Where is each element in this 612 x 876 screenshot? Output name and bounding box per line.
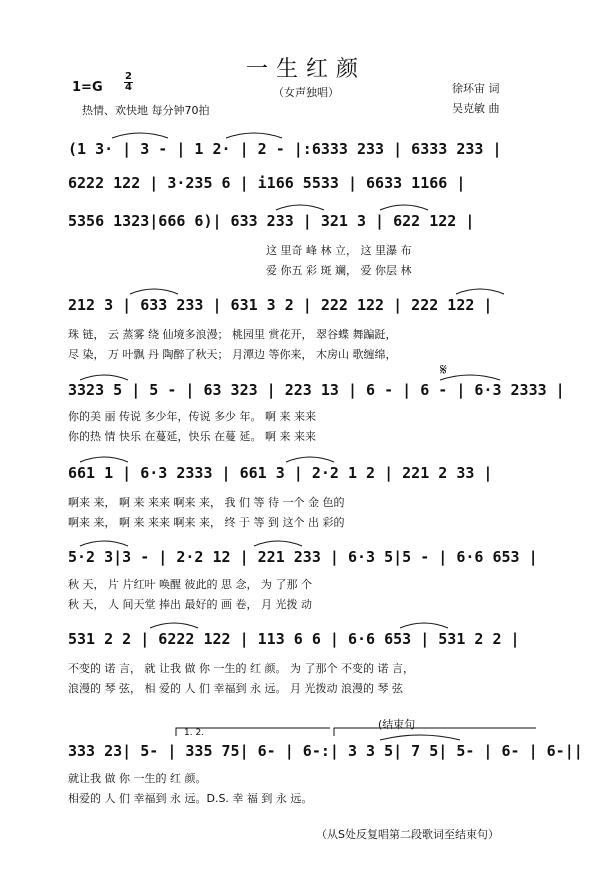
song-title: 一生红颜 — [245, 57, 366, 82]
notation-line-6: 661 1 | 6·3 2333 | 661 3 | 2·2 1 2 | 221 2 33 | — [68, 464, 493, 482]
ending-bracket — [334, 728, 536, 736]
slur — [456, 289, 504, 294]
ending-section-label: (结束句 — [378, 718, 416, 731]
notation-line-5: 3323 5 | 5 - | 63 323 | 223 13 | 6 - | 6 - | 6·3 2333 | — [68, 381, 565, 399]
lyric-line-3a: 这 里奇 峰 林 立， 这 里瀑 布 — [266, 244, 412, 257]
lyric-line-9a: 就让我 做 你 一生的 红 颜。 — [68, 772, 207, 785]
composer-credit: 吴克敏 曲 — [452, 102, 500, 115]
volta-bracket — [176, 728, 330, 736]
slur — [150, 623, 198, 628]
slur — [226, 133, 282, 138]
lyric-line-4b: 尽 染， 万 叶飘 丹 陶醉了秋天； 月潭边 等你来， 木房山 歌缠绵， — [68, 348, 397, 361]
notation-line-8: 531 2 2 | 6222 122 | 113 6 6 | 6·6 653 | 531 2 2 | — [68, 630, 520, 648]
slur — [80, 541, 128, 546]
lyric-line-5b: 你的热 情 快乐 在蔓延，快乐 在蔓 延。 啊 来 来来 — [68, 430, 316, 443]
lyric-line-7b: 秋 天， 人 间天堂 捧出 最好的 画 卷， 月 光拨 动 — [68, 598, 312, 611]
meter-bottom: 4 — [125, 82, 132, 93]
lyric-line-6b: 啊来 来， 啊 来 来来 啊来 来， 终 于 等 到 这个 出 彩的 — [68, 516, 345, 529]
notation-line-3: 5356 1323|666 6)| 633 233 | 321 3 | 622 122 | — [68, 212, 475, 230]
notation-line-7: 5·2 3|3 - | 2·2 12 | 221 233 | 6·3 5|5 - | 6·6 653 | — [68, 548, 538, 566]
song-subtitle: （女声独唱） — [273, 86, 339, 99]
key-signature: 1=G — [72, 80, 103, 95]
lyric-line-5a: 你的美 丽 传说 多少年，传说 多少 年。 啊 来 来来 — [68, 410, 316, 423]
lyricist-credit: 徐环宙 词 — [452, 82, 500, 95]
lyric-line-9b: 相爱的 人 们 幸福到 永 远。D.S. 幸 福 到 永 远。 — [68, 792, 313, 805]
tempo-marking: 热情、欢快地 每分钟70拍 — [82, 104, 210, 117]
lyric-line-8b: 浪漫的 琴 弦， 相 爱的 人 们 幸福到 永 远。 月 光拨动 浪漫的 琴 弦 — [68, 682, 403, 695]
slur — [286, 457, 334, 462]
lyric-line-7a: 秋 天， 片 片红叶 唤醒 彼此的 思 念， 为 了那 个 — [68, 578, 312, 591]
slur — [112, 133, 168, 138]
lyric-line-4a: 珠 链， 云 蒸雾 绕 仙境多浪漫； 桃园里 赏花开， 翠谷蝶 舞蹁跹， — [68, 328, 397, 341]
lyric-line-3b: 爱 你五 彩 斑 斓， 爱 你层 林 — [266, 264, 412, 277]
slur — [80, 457, 128, 462]
notation-line-9: 333 23| 5- | 335 75| 6- | 6-:| 3 3 5| 7 5| 5- | 6- | 6-|| — [68, 742, 583, 760]
slur — [276, 205, 324, 210]
repeat-instruction-footnote: （从S处反复唱第二段歌词至结束句） — [316, 828, 499, 841]
slur — [80, 375, 128, 380]
slur — [380, 735, 460, 740]
slur — [380, 205, 428, 210]
meter-top: 2 — [125, 71, 132, 82]
segno-sign: 𝄋 — [440, 360, 447, 379]
notation-line-1: (1 3· | 3 - | 1 2· | 2 - |:6333 233 | 6333 233 | — [68, 140, 502, 158]
notation-line-4: 212 3 | 633 233 | 631 3 2 | 222 122 | 222 122 | — [68, 296, 493, 314]
notation-line-2: 6222 122 | 3·235 6 | i166 5533 | 6633 1166 | — [68, 174, 466, 192]
volta-bracket-label: 1. 2. — [184, 728, 205, 738]
slur — [254, 541, 302, 546]
slur — [400, 623, 448, 628]
lyric-line-8a: 不变的 诺 言， 就 让我 做 你 一生的 红 颜。 为 了那个 不变的 诺 言， — [68, 662, 414, 675]
lyric-line-6a: 啊来 来， 啊 来 来来 啊来 来， 我 们 等 待 一个 金 色的 — [68, 496, 345, 509]
slur — [440, 375, 500, 380]
slur — [130, 289, 178, 294]
